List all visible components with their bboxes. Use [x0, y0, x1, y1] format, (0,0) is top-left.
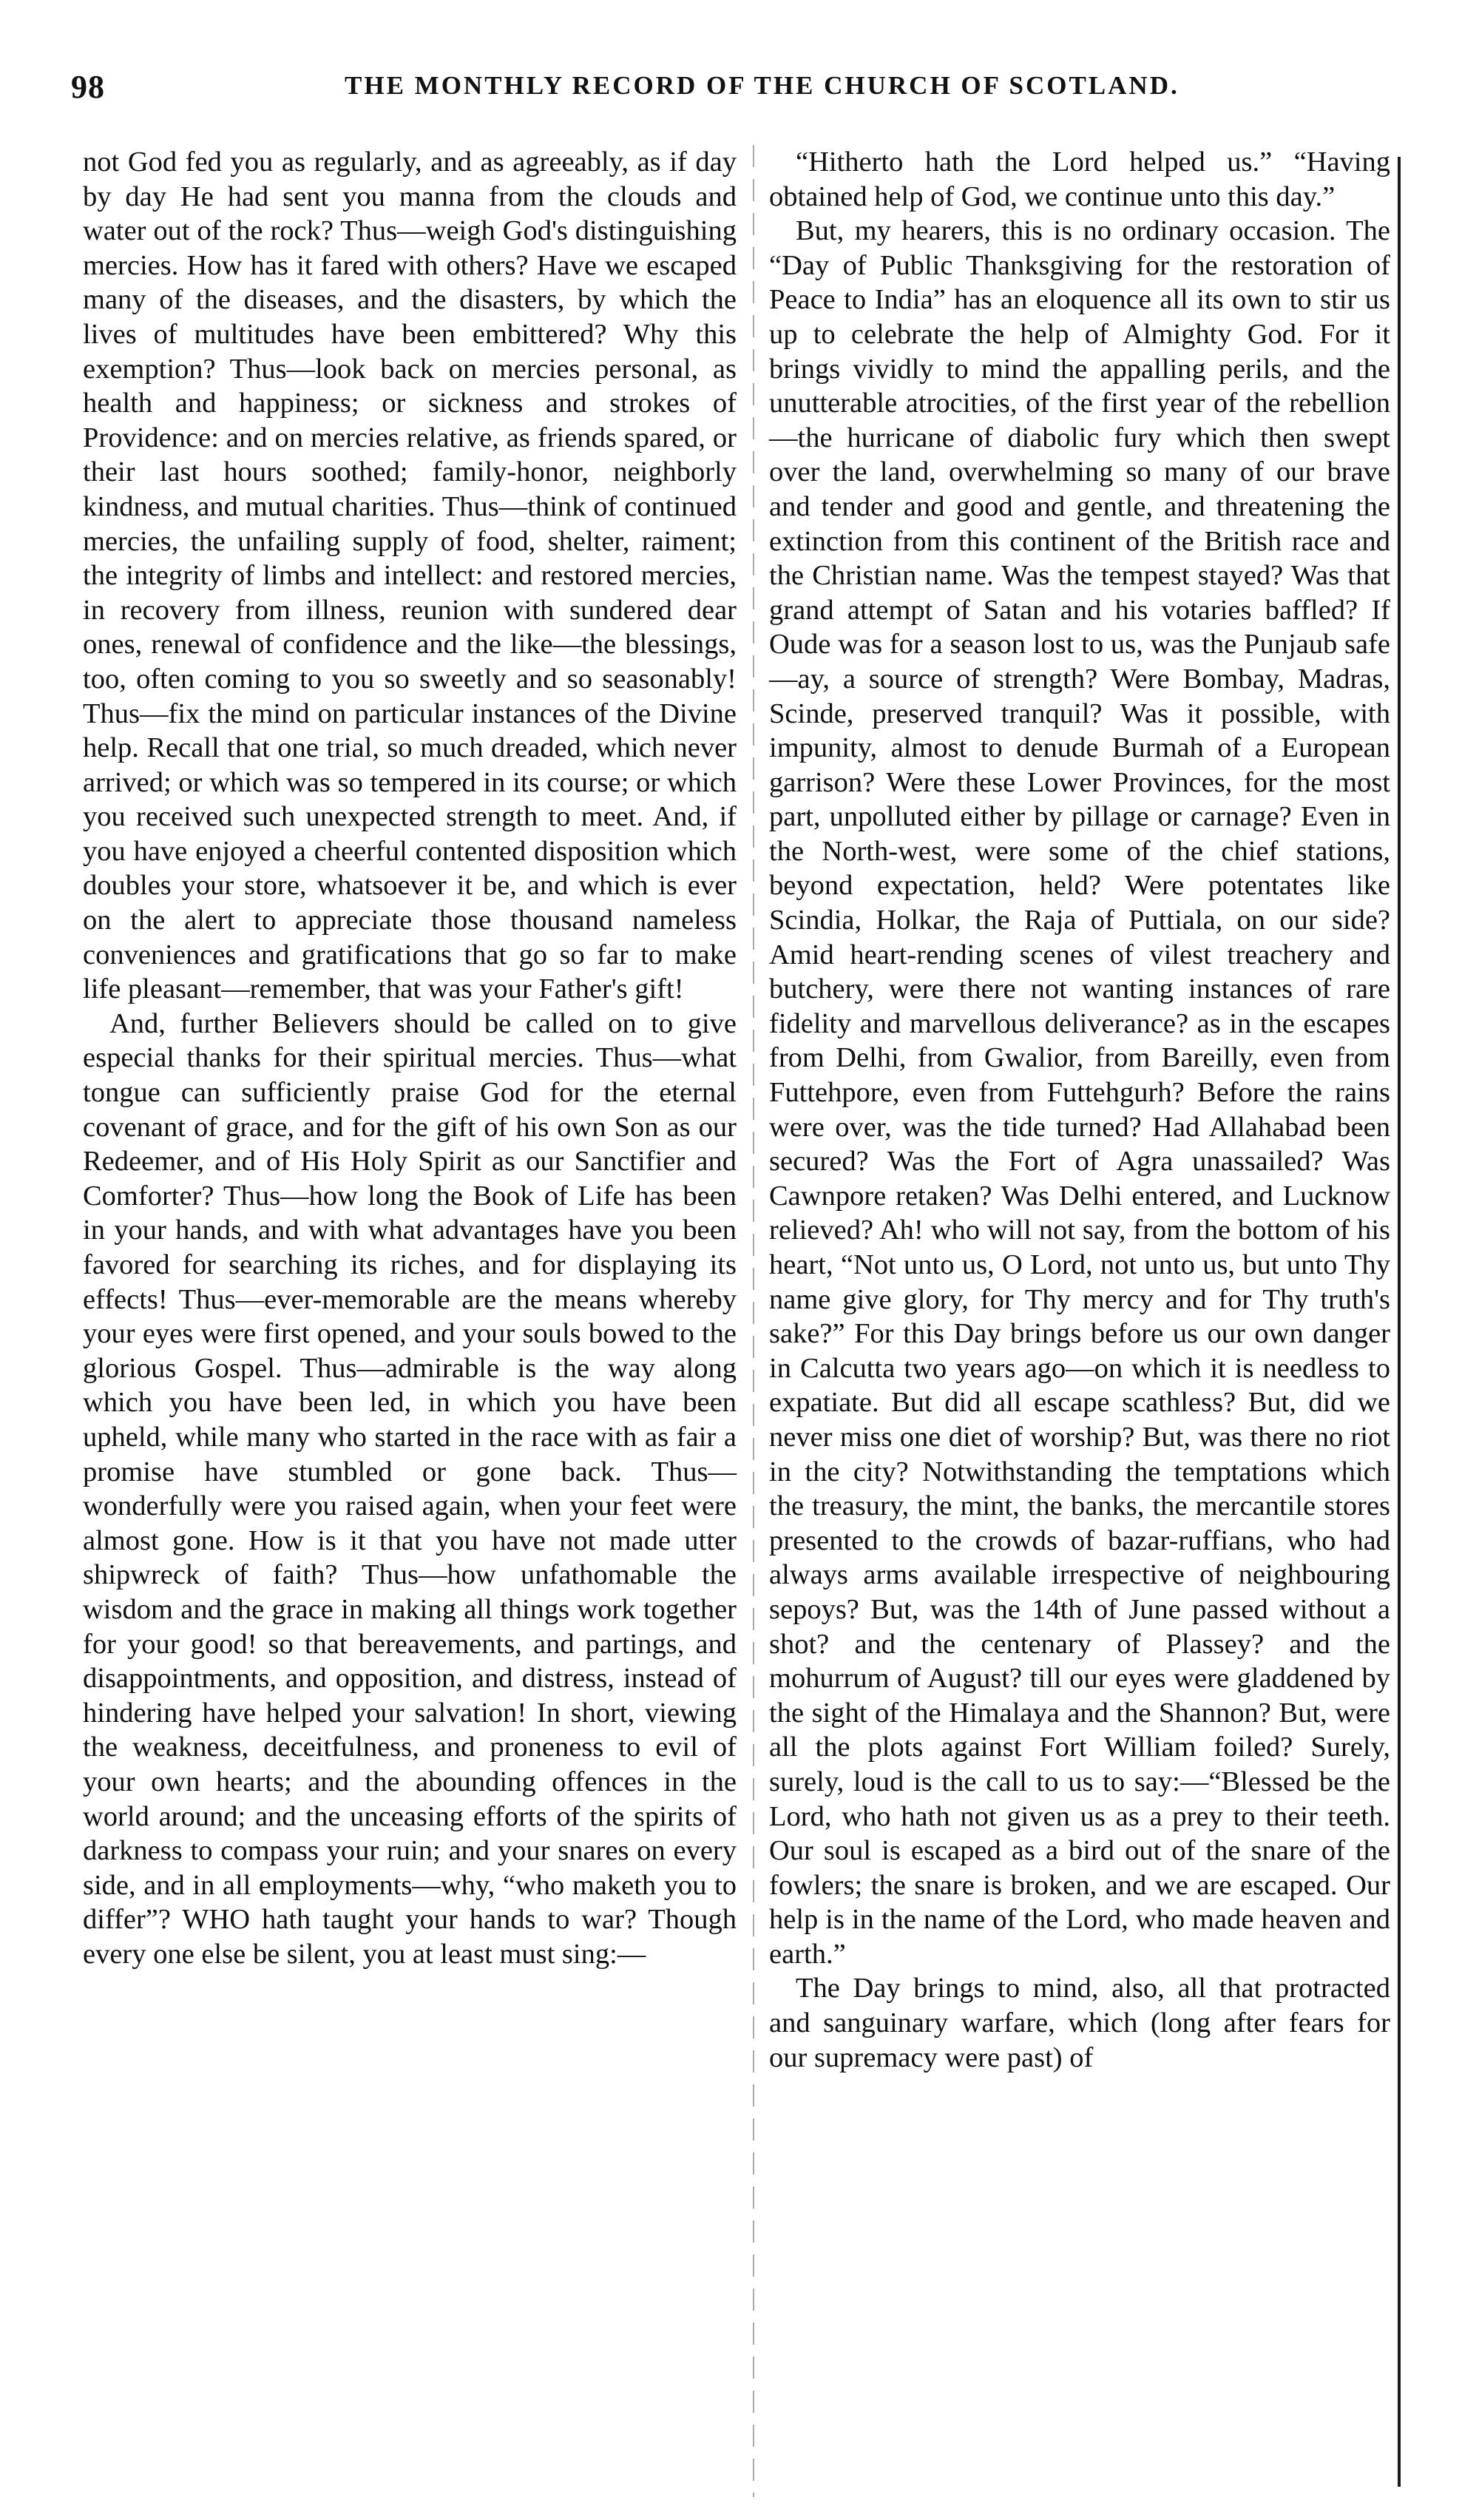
- running-title: THE MONTHLY RECORD OF THE CHURCH OF SCOTLAND.: [345, 71, 1180, 100]
- left-paragraph-2: And, further Believers should be called on to give especial thanks for their spiritual mercies. Thus—what tongue can sufficiently praise God for the eternal covenant of grace, and for the gift of his own Son as our Redeemer, and of His Holy Spirit as our Sanctifier and Comforter? Thus—how long the Book of Life has been in your hands, and with what advantages have you been favored for searching its riches, and for displaying its effects! Thus—ever-memorable are the means whereby your eyes were first opened, and your souls bowed to the glorious Gospel. Thus—admirable is the way along which you have been led, in which you have been upheld, while many who started in the race with as fair a promise have stumbled or gone back. Thus—wonderfully were you raised again, when your feet were almost gone. How is it that you have not made utter shipwreck of faith? Thus—how unfathomable the wisdom and the grace in making all things work together for your good! so that bereavements, and partings, and disappointments, and opposition, and distress, instead of hindering have helped your salvation! In short, viewing the weakness, deceitfulness, and proneness to evil of your own hearts; and the abounding offences in the world around; and the unceasing efforts of the spirits of darkness to compass your ruin; and your snares on every side, and in all employments—why, “who maketh you to differ”? WHO hath taught your hands to war? Though every one else be silent, you at least must sing:—: [83, 1007, 737, 1970]
- left-column: [83, 145, 737, 1971]
- page-number: 98: [71, 69, 105, 105]
- right-paragraph-2: But, my hearers, this is no ordinary occasion. The “Day of Public Thanksgiving for the restoration of Peace to India” has an eloquence all its own to stir us up to celebrate the help of Almighty God. For it brings vividly to mind the appalling perils, and the unutterable atrocities, of the first year of the rebellion—the hurricane of diabolic fury which then swept over the land, overwhelming so many of our brave and tender and good and gentle, and threatening the extinction from this continent of the British race and the Christian name. Was the tempest stayed? Was that grand attempt of Satan and his votaries baffled? If Oude was for a season lost to us, was the Punjaub safe—ay, a source of strength? Were Bombay, Madras, Scinde, preserved tranquil? Was it possible, with impunity, almost to denude Burmah of a European garrison? Were these Lower Provinces, for the most part, unpolluted either by pillage or carnage? Even in the North-west, were some of the chief stations, beyond expectation, held? Were potentates like Scindia, Holkar, the Raja of Puttiala, on our side? Amid heart-rending scenes of vilest treachery and butchery, were there not wanting instances of rare fidelity and marvellous deliverance? as in the escapes from Delhi, from Gwalior, from Bareilly, even from Futtehpore, even from Futtehgurh? Before the rains were over, was the tide turned? Had Allahabad been secured? Was the Fort of Agra unassailed? Was Cawnpore retaken? Was Delhi entered, and Lucknow relieved? Ah! who will not say, from the bottom of his heart, “Not unto us, O Lord, not unto us, but unto Thy name give glory, for Thy mercy and for Thy truth's sake?” For this Day brings before us our own danger in Calcutta two years ago—on which it is needless to expatiate. But did all escape scathless? But, did we never miss one diet of worship? But, was there no riot in the city? Notwithstanding the temptations which the treasury, the mint, the banks, the mercantile stores presented to the crowds of bazar-ruffians, who had always arms available irrespective of neighbouring sepoys? But, was the 14th of June passed without a shot? and the centenary of Plassey? and the mohurrum of August? till our eyes were gladdened by the sight of the Himalaya and the Shannon? But, were all the plots against Fort William foiled? Surely, surely, loud is the call to us to say:—“Blessed be the Lord, who hath not given us as a prey to their teeth. Our soul is escaped as a bird out of the snare of the fowlers; the snare is broken, and we are escaped. Our help is in the name of the Lord, who made heaven and earth.”: [769, 215, 1390, 1970]
- right-paragraph-3: The Day brings to mind, also, all that protracted and sanguinary warfare, which (long after fears for our supremacy were past) of: [769, 1973, 1390, 2073]
- right-paragraph-1: “Hitherto hath the Lord helped us.” “Having obtained help of God, we continue unto this day.”: [769, 146, 1390, 212]
- column-divider: [753, 145, 754, 2497]
- left-paragraph-1: not God fed you as regularly, and as agreeably, as if day by day He had sent you manna from the clouds and water out of the rock? Thus—weigh God's distinguishing mercies. How has it fared with others? Have we escaped many of the diseases, and the disasters, by which the lives of multitudes have been embittered? Why this exemption? Thus—look back on mercies personal, as health and happiness; or sickness and strokes of Providence: and on mercies relative, as friends spared, or their last hours soothed; family-honor, neighborly kindness, and mutual charities. Thus—think of continued mercies, the unfailing supply of food, shelter, raiment; the integrity of limbs and intellect: and restored mercies, in recovery from illness, reunion with sundered dear ones, renewal of confidence and the like—the blessings, too, often coming to you so sweetly and so seasonably! Thus—fix the mind on particular instances of the Divine help. Recall that one trial, so much dreaded, which never arrived; or which was so tempered in its course; or which you received such unexpected strength to meet. And, if you have enjoyed a cheerful contented disposition which doubles your store, whatsoever it be, and which is ever on the alert to appreciate those thousand nameless conveniences and gratifications that go so far to make life pleasant—remember, that was your Father's gift!: [83, 146, 737, 1005]
- page-header: [71, 68, 1387, 115]
- binding-edge-rule: [1398, 157, 1401, 2487]
- right-column: [769, 145, 1390, 2075]
